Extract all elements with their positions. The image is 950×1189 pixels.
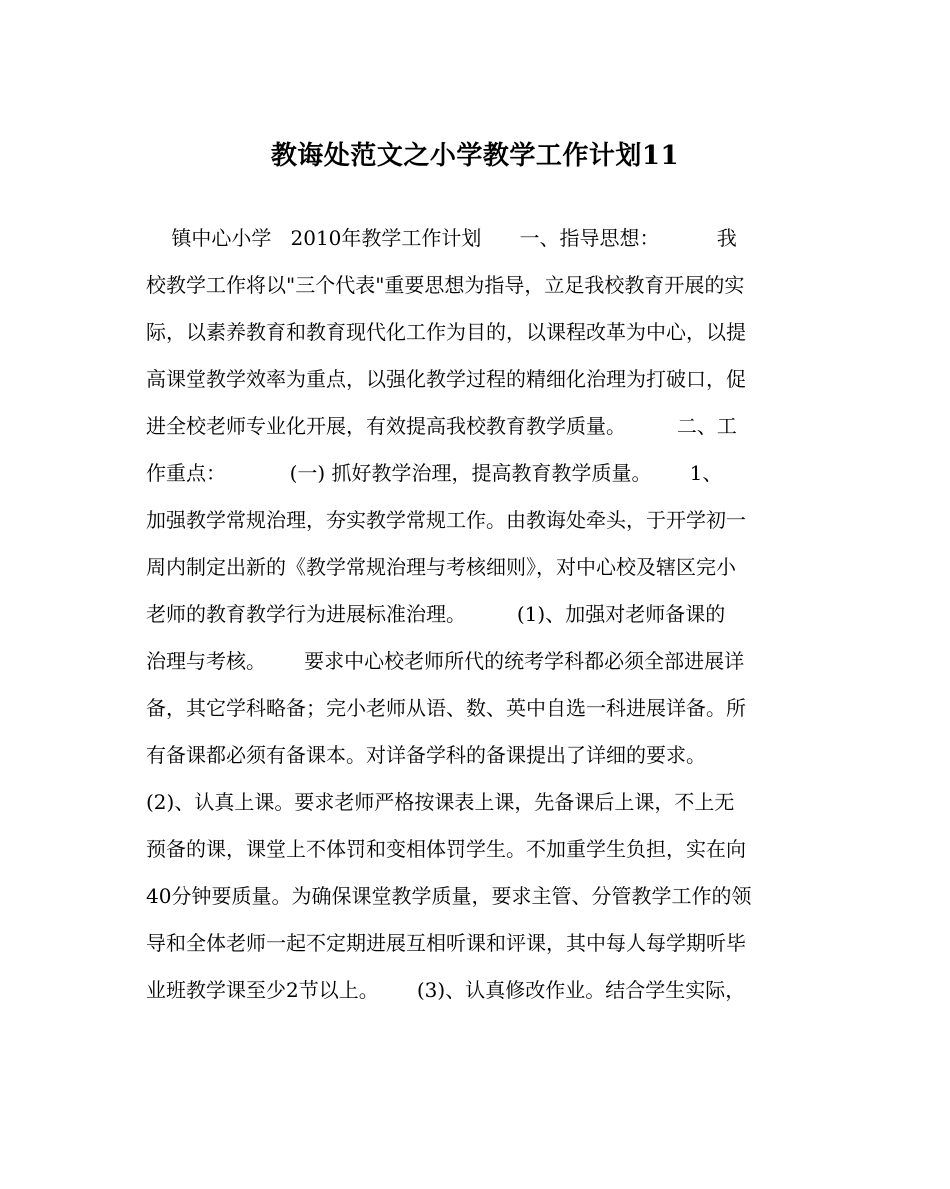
body-line: 40分钟要质量。为确保课堂教学质量，要求主管、分管教学工作的领 [146,884,752,908]
body-line: 作重点： (一) 抓好教学治理，提高教育教学质量。 1、 [146,461,723,485]
body-line: (2)、认真上课。要求老师严格按课表上课，先备课后上课，不上无 [146,790,735,814]
body-line: 镇中心小学 2010年教学工作计划 一、指导思想： 我 [146,226,737,250]
body-line: 有备课都必须有备课本。对详备学科的备课提出了详细的要求。 [146,743,706,767]
body-line: 加强教学常规治理，夯实教学常规工作。由教诲处牵头，于开学初一 [146,508,746,532]
body-line: 校教学工作将以"三个代表"重要思想为指导，立足我校教育开展的实 [146,273,745,297]
body-line: 导和全体老师一起不定期进展互相听课和评课，其中每人每学期听毕 [146,931,746,955]
body-line: 预备的课，课堂上不体罚和变相体罚学生。不加重学生负担，实在向 [146,837,746,861]
body-line: 际，以素养教育和教育现代化工作为目的，以课程改革为中心，以提 [146,320,746,344]
body-line: 进全校老师专业化开展，有效提高我校教育教学质量。 二、工 [146,414,737,438]
body-line: 备，其它学科略备；完小老师从语、数、英中自选一科进展详备。所 [146,696,746,720]
body-line: 周内制定出新的《教学常规治理与考核细则》，对中心校及辖区完小 [146,555,736,579]
body-line: 治理与考核。 要求中心校老师所代的统考学科都必须全部进展详 [146,649,745,673]
document-body [146,218,804,1017]
body-line: 高课堂教学效率为重点，以强化教学过程的精细化治理为打破口，促 [146,367,746,391]
body-line: 老师的教育教学行为进展标准治理。 (1)、加强对老师备课的 [146,602,726,626]
document-title: 教诲处范文之小学教学工作计划11 [270,141,680,171]
body-line: 业班教学课至少2节以上。 (3)、认真修改作业。结合学生实际， [146,978,746,1002]
